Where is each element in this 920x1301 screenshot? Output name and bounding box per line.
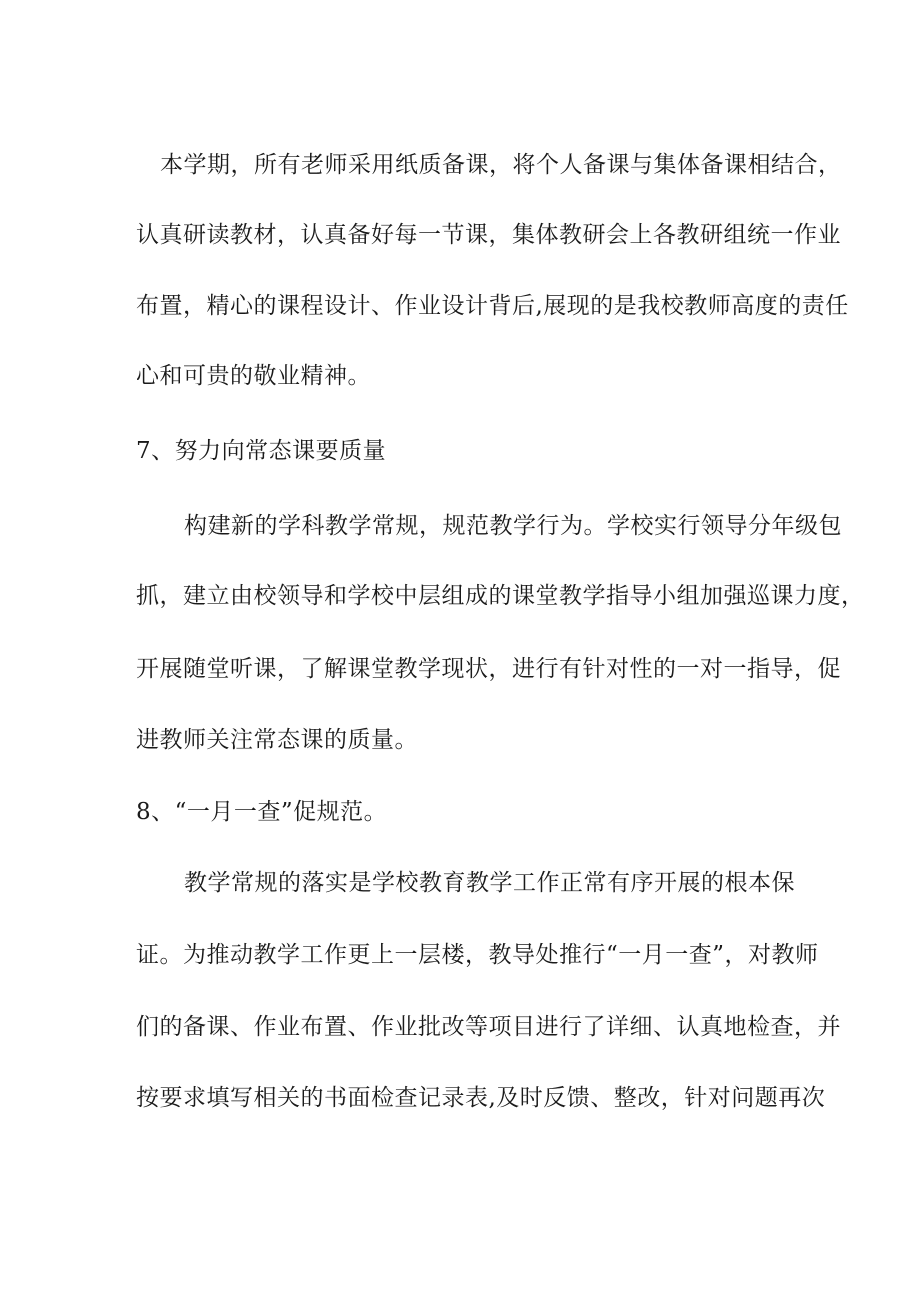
paragraph-2-line-3: 开展随堂听课，了解课堂教学现状，进行有针对性的一对一指导，促 xyxy=(136,656,841,682)
paragraph-3-line-4: 按要求填写相关的书面检查记录表,及时反馈、整改，针对问题再次 xyxy=(136,1085,826,1111)
section-heading-8: 8、“一月一查”促规范。 xyxy=(136,799,388,825)
paragraph-1-line-2: 认真研读教材，认真备好每一节课，集体教研会上各教研组统一作业 xyxy=(136,222,841,248)
paragraph-3-line-3: 们的备课、作业布置、作业批改等项目进行了详细、认真地检查，并 xyxy=(136,1014,841,1040)
paragraph-1-line-3: 布置，精心的课程设计、作业设计背后,展现的是我校教师高度的责任 xyxy=(136,293,849,319)
paragraph-3-line-1: 教学常规的落实是学校教育教学工作正常有序开展的根本保 xyxy=(184,870,795,896)
section-heading-7: 7、努力向常态课要质量 xyxy=(136,438,387,464)
paragraph-1-line-1: 本学期，所有老师采用纸质备课，将个人备课与集体备课相结合， xyxy=(160,152,842,178)
paragraph-2-line-4: 进教师关注常态课的质量。 xyxy=(136,727,418,753)
paragraph-2-line-1: 构建新的学科教学常规，规范教学行为。学校实行领导分年级包 xyxy=(184,513,842,539)
paragraph-1-line-4: 心和可贵的敬业精神。 xyxy=(136,363,371,389)
paragraph-2-line-2: 抓，建立由校领导和学校中层组成的课堂教学指导小组加强巡课力度， xyxy=(136,583,865,609)
paragraph-3-line-2: 证。为推动教学工作更上一层楼，教导处推行“一月一查”，对教师 xyxy=(136,942,819,968)
